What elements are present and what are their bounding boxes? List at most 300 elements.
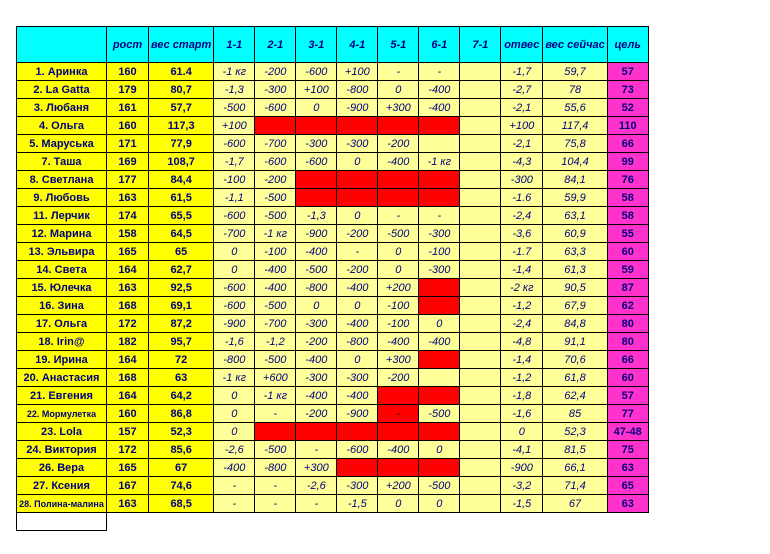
week-cell: 0 (337, 297, 378, 315)
current-weight-cell: 55,6 (543, 99, 607, 117)
week-cell: -400 (296, 243, 337, 261)
participant-name: 20. Анастасия (17, 369, 107, 387)
week-cell: -600 (296, 153, 337, 171)
current-weight-cell: 61,8 (543, 369, 607, 387)
week-cell (460, 279, 501, 297)
week-cell (378, 387, 419, 405)
week-cell: -400 (214, 459, 255, 477)
week-cell: -1 кг (255, 387, 296, 405)
week-cell: - (378, 405, 419, 423)
week-cell: 0 (419, 441, 460, 459)
height-cell: 182 (107, 333, 149, 351)
week-cell: -200 (337, 225, 378, 243)
week-cell (337, 459, 378, 477)
week-cell (460, 117, 501, 135)
table-row (17, 351, 649, 369)
week-cell: 0 (214, 423, 255, 441)
participant-name: 23. Lola (17, 423, 107, 441)
participant-name: 22. Мормулетка (17, 405, 107, 423)
week-cell (460, 315, 501, 333)
start-weight-cell: 108,7 (149, 153, 214, 171)
week-cell: -600 (255, 99, 296, 117)
goal-cell: 57 (607, 387, 648, 405)
participant-name: 14. Света (17, 261, 107, 279)
week-cell: -700 (255, 135, 296, 153)
week-cell: +100 (214, 117, 255, 135)
column-header: 2-1 (255, 27, 296, 63)
goal-cell: 80 (607, 333, 648, 351)
height-cell: 163 (107, 189, 149, 207)
column-header: 5-1 (378, 27, 419, 63)
loss-cell: -3,6 (501, 225, 543, 243)
start-weight-cell: 87,2 (149, 315, 214, 333)
current-weight-cell: 71,4 (543, 477, 607, 495)
week-cell (419, 423, 460, 441)
loss-cell: -2,1 (501, 99, 543, 117)
current-weight-cell: 75,8 (543, 135, 607, 153)
goal-cell: 52 (607, 99, 648, 117)
height-cell: 172 (107, 315, 149, 333)
loss-cell: -2,1 (501, 135, 543, 153)
participant-name: 12. Марина (17, 225, 107, 243)
column-header: рост (107, 27, 149, 63)
week-cell: -500 (255, 351, 296, 369)
week-cell: 0 (378, 495, 419, 513)
current-weight-cell: 81,5 (543, 441, 607, 459)
week-cell: -600 (214, 135, 255, 153)
column-header: вес сейчас (543, 27, 607, 63)
goal-cell: 58 (607, 207, 648, 225)
goal-cell: 110 (607, 117, 648, 135)
week-cell: -900 (296, 225, 337, 243)
current-weight-cell: 84,1 (543, 171, 607, 189)
week-cell: -400 (296, 351, 337, 369)
table-row (17, 81, 649, 99)
week-cell (460, 81, 501, 99)
week-cell: +300 (378, 99, 419, 117)
height-cell: 167 (107, 477, 149, 495)
week-cell: -1,6 (214, 333, 255, 351)
week-cell: +200 (378, 279, 419, 297)
participant-name: 16. Зина (17, 297, 107, 315)
week-cell: -400 (337, 315, 378, 333)
loss-cell: -2 кг (501, 279, 543, 297)
week-cell: -400 (419, 99, 460, 117)
week-cell: - (255, 477, 296, 495)
week-cell (378, 171, 419, 189)
week-cell: -400 (419, 333, 460, 351)
week-cell: - (378, 207, 419, 225)
week-cell: -500 (378, 225, 419, 243)
week-cell: -900 (337, 405, 378, 423)
week-cell (460, 333, 501, 351)
participant-name: 17. Ольга (17, 315, 107, 333)
table-row (17, 171, 649, 189)
week-cell: 0 (337, 351, 378, 369)
table-row (17, 243, 649, 261)
week-cell: -200 (378, 369, 419, 387)
week-cell: -200 (337, 261, 378, 279)
loss-cell: -1,8 (501, 387, 543, 405)
table-row (17, 153, 649, 171)
week-cell: -500 (296, 261, 337, 279)
week-cell: -200 (255, 63, 296, 81)
header-corner (17, 27, 107, 63)
start-weight-cell: 117,3 (149, 117, 214, 135)
week-cell: -700 (214, 225, 255, 243)
loss-cell: -300 (501, 171, 543, 189)
week-cell: -300 (296, 135, 337, 153)
height-cell: 179 (107, 81, 149, 99)
empty-cell (17, 513, 107, 531)
loss-cell: -4,1 (501, 441, 543, 459)
week-cell (378, 423, 419, 441)
week-cell: -1 кг (255, 225, 296, 243)
week-cell: +100 (296, 81, 337, 99)
height-cell: 160 (107, 117, 149, 135)
start-weight-cell: 61,5 (149, 189, 214, 207)
start-weight-cell: 65,5 (149, 207, 214, 225)
week-cell: -300 (419, 261, 460, 279)
week-cell: 0 (214, 261, 255, 279)
week-cell (419, 171, 460, 189)
column-header: 4-1 (337, 27, 378, 63)
start-weight-cell: 63 (149, 369, 214, 387)
week-cell: -300 (419, 225, 460, 243)
height-cell: 177 (107, 171, 149, 189)
start-weight-cell: 86,8 (149, 405, 214, 423)
week-cell (460, 459, 501, 477)
loss-cell: -1,4 (501, 261, 543, 279)
participant-name: 8. Светлана (17, 171, 107, 189)
week-cell: -300 (255, 81, 296, 99)
week-cell: -700 (255, 315, 296, 333)
participant-name: 19. Ирина (17, 351, 107, 369)
week-cell (419, 351, 460, 369)
start-weight-cell: 62,7 (149, 261, 214, 279)
loss-cell: -1.6 (501, 189, 543, 207)
week-cell (419, 189, 460, 207)
height-cell: 163 (107, 495, 149, 513)
week-cell: -1,7 (214, 153, 255, 171)
week-cell: - (419, 207, 460, 225)
loss-cell: -1,4 (501, 351, 543, 369)
loss-cell: -1.7 (501, 243, 543, 261)
week-cell: 0 (378, 261, 419, 279)
current-weight-cell: 85 (543, 405, 607, 423)
week-cell: -500 (255, 297, 296, 315)
height-cell: 169 (107, 153, 149, 171)
goal-cell: 63 (607, 459, 648, 477)
loss-cell: -4,3 (501, 153, 543, 171)
participant-name: 1. Аринка (17, 63, 107, 81)
height-cell: 174 (107, 207, 149, 225)
height-cell: 160 (107, 405, 149, 423)
loss-cell: -1,2 (501, 297, 543, 315)
week-cell: - (296, 441, 337, 459)
week-cell: -600 (296, 63, 337, 81)
week-cell (460, 63, 501, 81)
goal-cell: 47-48 (607, 423, 648, 441)
loss-cell: -2,4 (501, 207, 543, 225)
goal-cell: 60 (607, 243, 648, 261)
start-weight-cell: 95,7 (149, 333, 214, 351)
loss-cell: -4,8 (501, 333, 543, 351)
table-row (17, 405, 649, 423)
height-cell: 172 (107, 441, 149, 459)
table-row (17, 441, 649, 459)
column-header: 6-1 (419, 27, 460, 63)
height-cell: 164 (107, 261, 149, 279)
week-cell: -500 (255, 441, 296, 459)
week-cell (419, 279, 460, 297)
week-cell: 0 (337, 153, 378, 171)
week-cell (296, 117, 337, 135)
week-cell: -2,6 (296, 477, 337, 495)
week-cell (460, 405, 501, 423)
height-cell: 161 (107, 99, 149, 117)
week-cell: - (296, 495, 337, 513)
week-cell: - (214, 477, 255, 495)
week-cell (460, 189, 501, 207)
week-cell: 0 (214, 405, 255, 423)
week-cell: 0 (296, 297, 337, 315)
week-cell (460, 207, 501, 225)
week-cell: -500 (214, 99, 255, 117)
week-cell: -600 (214, 297, 255, 315)
week-cell (460, 351, 501, 369)
current-weight-cell: 62,4 (543, 387, 607, 405)
week-cell (460, 297, 501, 315)
participant-name: 2. La Gatta (17, 81, 107, 99)
week-cell: -900 (214, 315, 255, 333)
week-cell: 0 (337, 207, 378, 225)
participant-name: 13. Эльвира (17, 243, 107, 261)
week-cell (296, 423, 337, 441)
week-cell: -1,5 (337, 495, 378, 513)
week-cell: -800 (255, 459, 296, 477)
week-cell: - (255, 405, 296, 423)
week-cell: -800 (296, 279, 337, 297)
table-row (17, 387, 649, 405)
start-weight-cell: 64,2 (149, 387, 214, 405)
week-cell: -500 (419, 477, 460, 495)
participant-name: 26. Вера (17, 459, 107, 477)
height-cell: 168 (107, 297, 149, 315)
week-cell (255, 423, 296, 441)
week-cell: -400 (378, 153, 419, 171)
week-cell: -400 (378, 333, 419, 351)
goal-cell: 87 (607, 279, 648, 297)
week-cell (337, 117, 378, 135)
table-row (17, 261, 649, 279)
table-row (17, 423, 649, 441)
participant-name: 18. Irin@ (17, 333, 107, 351)
start-weight-cell: 57,7 (149, 99, 214, 117)
weight-table (16, 26, 649, 531)
current-weight-cell: 67 (543, 495, 607, 513)
week-cell (419, 117, 460, 135)
participant-name: 15. Юлечка (17, 279, 107, 297)
participant-name: 21. Евгения (17, 387, 107, 405)
week-cell (337, 423, 378, 441)
height-cell: 164 (107, 351, 149, 369)
week-cell: 0 (296, 99, 337, 117)
week-cell (460, 495, 501, 513)
current-weight-cell: 63,3 (543, 243, 607, 261)
week-cell (419, 297, 460, 315)
start-weight-cell: 92,5 (149, 279, 214, 297)
participant-name: 9. Любовь (17, 189, 107, 207)
goal-cell: 66 (607, 135, 648, 153)
week-cell (460, 225, 501, 243)
table-row (17, 117, 649, 135)
height-cell: 165 (107, 243, 149, 261)
participant-name: 28. Полина-малина (17, 495, 107, 513)
current-weight-cell: 117,4 (543, 117, 607, 135)
week-cell (460, 477, 501, 495)
goal-cell: 59 (607, 261, 648, 279)
week-cell (296, 171, 337, 189)
week-cell (460, 261, 501, 279)
loss-cell: -1,2 (501, 369, 543, 387)
week-cell: 0 (214, 387, 255, 405)
week-cell: -100 (255, 243, 296, 261)
height-cell: 157 (107, 423, 149, 441)
current-weight-cell: 61,3 (543, 261, 607, 279)
participant-name: 11. Лерчик (17, 207, 107, 225)
current-weight-cell: 84,8 (543, 315, 607, 333)
height-cell: 158 (107, 225, 149, 243)
start-weight-cell: 68,5 (149, 495, 214, 513)
week-cell: -600 (214, 207, 255, 225)
empty-row (17, 513, 649, 531)
current-weight-cell: 90,5 (543, 279, 607, 297)
header-row (17, 27, 649, 63)
week-cell: -1,3 (214, 81, 255, 99)
week-cell: +600 (255, 369, 296, 387)
current-weight-cell: 67,9 (543, 297, 607, 315)
week-cell (460, 423, 501, 441)
week-cell: -300 (296, 315, 337, 333)
week-cell (460, 153, 501, 171)
goal-cell: 77 (607, 405, 648, 423)
week-cell: 0 (378, 243, 419, 261)
participant-name: 4. Ольга (17, 117, 107, 135)
week-cell: -1 кг (419, 153, 460, 171)
table-row (17, 315, 649, 333)
week-cell (460, 171, 501, 189)
loss-cell: -1,5 (501, 495, 543, 513)
start-weight-cell: 52,3 (149, 423, 214, 441)
loss-cell: -900 (501, 459, 543, 477)
current-weight-cell: 66,1 (543, 459, 607, 477)
week-cell: - (255, 495, 296, 513)
week-cell: - (378, 63, 419, 81)
table-row (17, 225, 649, 243)
week-cell (460, 135, 501, 153)
height-cell: 163 (107, 279, 149, 297)
week-cell: 0 (419, 315, 460, 333)
week-cell: -100 (378, 297, 419, 315)
week-cell: 0 (214, 243, 255, 261)
loss-cell: +100 (501, 117, 543, 135)
week-cell: -100 (214, 171, 255, 189)
loss-cell: -2,7 (501, 81, 543, 99)
week-cell (337, 189, 378, 207)
week-cell: -300 (296, 369, 337, 387)
start-weight-cell: 85,6 (149, 441, 214, 459)
height-cell: 168 (107, 369, 149, 387)
table-row (17, 297, 649, 315)
table-row (17, 135, 649, 153)
week-cell: -500 (419, 405, 460, 423)
week-cell (419, 369, 460, 387)
week-cell: -100 (378, 315, 419, 333)
loss-cell: -1,6 (501, 405, 543, 423)
height-cell: 164 (107, 387, 149, 405)
table-row (17, 333, 649, 351)
start-weight-cell: 61.4 (149, 63, 214, 81)
week-cell: - (337, 243, 378, 261)
height-cell: 165 (107, 459, 149, 477)
week-cell: -1,2 (255, 333, 296, 351)
current-weight-cell: 59,9 (543, 189, 607, 207)
start-weight-cell: 69,1 (149, 297, 214, 315)
goal-cell: 73 (607, 81, 648, 99)
week-cell: +300 (296, 459, 337, 477)
participant-name: 27. Ксения (17, 477, 107, 495)
week-cell (255, 117, 296, 135)
goal-cell: 60 (607, 369, 648, 387)
week-cell: 0 (378, 81, 419, 99)
current-weight-cell: 60,9 (543, 225, 607, 243)
goal-cell: 63 (607, 495, 648, 513)
week-cell: -500 (255, 207, 296, 225)
week-cell: -2,6 (214, 441, 255, 459)
table-row (17, 369, 649, 387)
table-row (17, 459, 649, 477)
height-cell: 160 (107, 63, 149, 81)
week-cell: 0 (419, 495, 460, 513)
week-cell (378, 117, 419, 135)
week-cell: -400 (378, 441, 419, 459)
current-weight-cell: 59,7 (543, 63, 607, 81)
week-cell: -200 (378, 135, 419, 153)
table-row (17, 63, 649, 81)
week-cell: -400 (255, 261, 296, 279)
loss-cell: -3,2 (501, 477, 543, 495)
table-row (17, 189, 649, 207)
week-cell (460, 243, 501, 261)
week-cell (419, 459, 460, 477)
current-weight-cell: 91,1 (543, 333, 607, 351)
start-weight-cell: 84,4 (149, 171, 214, 189)
week-cell: -100 (419, 243, 460, 261)
week-cell: -900 (337, 99, 378, 117)
goal-cell: 99 (607, 153, 648, 171)
week-cell (460, 441, 501, 459)
week-cell: -800 (337, 81, 378, 99)
current-weight-cell: 104,4 (543, 153, 607, 171)
participant-name: 5. Маруська (17, 135, 107, 153)
table-row (17, 99, 649, 117)
start-weight-cell: 65 (149, 243, 214, 261)
week-cell: +100 (337, 63, 378, 81)
start-weight-cell: 74,6 (149, 477, 214, 495)
week-cell: -400 (419, 81, 460, 99)
column-header: цель (607, 27, 648, 63)
